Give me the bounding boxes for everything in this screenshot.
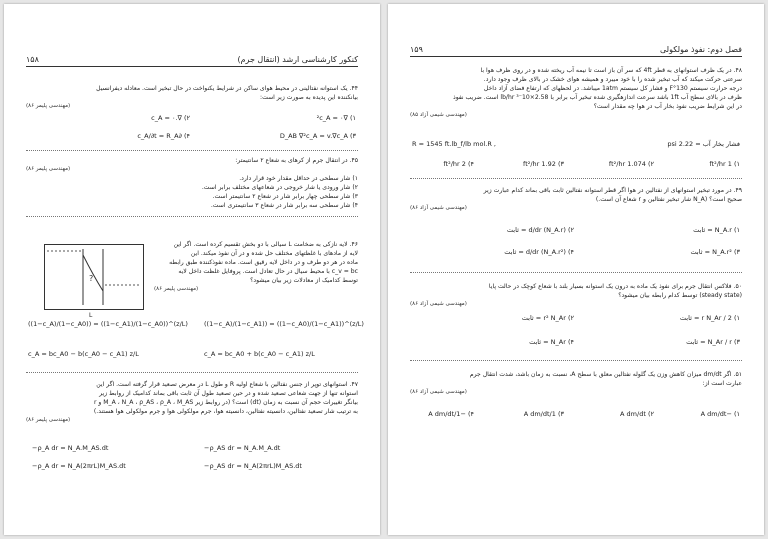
q49-source: (مهندسی شیمی آزاد ۸۶) [410,205,467,211]
question-47 [26,380,358,425]
layer-diagram-figure [45,245,143,309]
q46-source: (مهندسی پلیمر ۸۶) [154,286,199,292]
q48-option-2: ۲) 1.074 ft²/hr [608,160,654,168]
q46-option-1: ((1−c_A)/(1−c_A1)) = ((1−c_A0)/(1−c_A1))^(z/L) [204,320,364,328]
q50-option-2: ۲) r² N_Ar = ثابت [521,314,574,322]
q47-option-1: −ρ_AS dr = N_A.M_A.dt [204,444,281,452]
left-page [4,4,380,535]
q44-option-1: ۱) ∇²c_A = ۰ [316,114,356,122]
q47-option-2: −ρ_A dr = N_A.M_AS.dt [32,444,109,452]
q50-option-3: ۳) N_Ar / r = ثابت [686,338,740,346]
q49-line2: صحیح است؟ (N_A شار تبخیر نفتالین و r شعاع آن است.) [595,196,742,203]
divider [410,178,742,179]
left-header-title: کنکور کارشناسی ارشد (انتقال جرم) [237,55,358,64]
q48-given-vapor-pressure: فشار بخار آب = 2.22 psi [667,140,740,148]
question-51 [410,370,742,397]
question-44 [26,84,358,111]
q48-line5: در این شرایط ضریب نفوذ بخار آب در هوا چه مقدار است؟ [593,103,742,110]
q48-given-R: R = 1545 ft.lb_f/lb mol.R , [412,140,496,148]
left-page-number: ۱۵۸ [26,55,39,64]
divider [410,272,742,273]
q49-option-1: ۱) N_A.r = ثابت [693,226,740,234]
q44-line1: ۴۴. یک استوانه نفتالینی در محیط هوای ساکن در شرایط یکنواخت در حال تبخیر است. معادله دیفرانسیل [96,85,358,92]
q48-option-4: ۴) 2 ft²/hr [443,160,474,168]
q48-option-3: ۳) 1.92 ft²/hr [523,160,564,168]
q46-line1: ۴۶. لایه نازکی به ضخامت L سیالی با دو بخش تقسیم کرده است. اگر این [173,241,358,248]
question-48 [410,66,742,120]
q45-line1: ۴۵. در انتقال جرم از کرهای به شعاع ۲ سانتیمتر: [235,157,358,164]
left-page-header [26,52,358,67]
q46-option-4: c_A = bc_A0 − b(c_A0 − c_A1) z/L [28,350,139,358]
question-45 [26,156,358,210]
divider [410,360,742,361]
question-46 [154,240,358,294]
q46-option-3: c_A = bc_A0 + b(c_A0 − c_A1) z/L [204,350,315,358]
q46-line3: ماده در هر دو طرف و در داخل لایه رقیق است. ماده نفوذکننده طبق رابطه [169,259,358,266]
q45-option-4: ۴) شار سطحی سه برابر شار در شعاع ۳ سانتیمتری است. [210,202,358,209]
q47-line1: ۴۷. استوانهای توپر از جنس نفتالین با شعاع اولیه R و طول L در معرض تصعید قرار گرفته است. اگر این [96,381,358,388]
q46-option-2: ((1−c_A)/(1−c_A0)) = ((1−c_A1)/(1−c_A0))^(z/L) [28,320,188,328]
q47-option-3: −ρ_AS dr = N_A(2πrL)M_AS.dt [204,462,302,470]
q50-option-4: ۴) N_Ar = ثابت [529,338,574,346]
divider [26,150,358,151]
q48-source: (مهندسی شیمی آزاد ۸۵) [410,112,467,118]
svg-text:?: ? [89,274,94,283]
q49-option-4: ۴) d/dr (N_A.r²) = ثابت [504,248,574,256]
q45-option-2: ۲) شار ورودی یا شار خروجی در شعاعهای مختلف برابر است. [201,184,358,191]
q46-line4: c_v = bc با محیط سیال در حال تعادل است. پروفایل غلظت داخل لایه [178,268,358,275]
right-header-title: فصل دوم: نفوذ مولکولی [659,45,742,54]
q47-line3: بیانگر تغییرات حجم آن نسبت به زمان (dt) است؟ (در روابط زیر M_A ، N_A ، ρ_AS ، ρ_A ، M_AS و r [93,399,358,406]
q44-option-4: ۴) ∂c_A/∂t = R_A [137,132,190,140]
q49-option-3: ۳) N_A.r² = ثابت [690,248,740,256]
q48-line1: ۴۸. در یک ظرف استوانهای به قطر 4ft که سر آن باز است تا نیمه آب ریخته شده و در روی ظرف هوا با [480,67,742,74]
diagram-label-L: L [89,312,93,319]
q49-option-2: ۲) d/dr (N_A.r) = ثابت [506,226,574,234]
q51-option-3: ۳) 1/A dm/dt [523,410,564,418]
q44-option-2: ۲) ∇.c_A = ۰ [151,114,190,122]
q46-line2: لایه از مادهای با غلظتهای مختلف حل شده و در آن نفوذ میکند. این [190,250,358,257]
q51-line2: عبارت است از: [702,380,742,387]
layer-diagram [44,244,144,319]
q46-line5: توسط کدامیک از معادلات زیر بیان میشود؟ [250,277,358,284]
q51-line1: ۵۱. اگر dm/dt میزان کاهش وزن یک گلوله نفتالین معلق با سطح A، نسبت به زمان باشد، شدت انتقال جرم [469,371,742,378]
q45-option-1: ۱) شار سطحی در حداقل مقدار خود قرار دارد. [239,175,358,182]
q48-option-1: ۱) 1 ft²/hr [709,160,740,168]
q47-option-4: −ρ_A dr = N_A(2πrL)M_AS.dt [32,462,126,470]
q50-line1: ۵۰. فلاکس انتقال جرم برای نفوذ یک ماده به درون یک استوانه بسیار بلند با شعاع کوچک در حالت پایا [488,283,742,290]
q48-line4: ظرف در بالای سطح آب 1ft باشد سرعت اندازهگیری شده تبخیر آب برابر با 2.58×10⁻³ lb/hr است. ضریب نفوذ [452,94,742,101]
q47-line2: استوانه تنها از جهت شعاعی تصعید شده و در حین تصعید طول آن ثابت باقی بماند کدامیک از روابط زیر [99,390,358,397]
right-page [388,4,764,535]
q51-option-1: ۱) −A dm/dt [700,410,740,418]
question-49 [410,186,742,213]
question-50 [410,282,742,309]
q44-line2: بیانکننده این پدیده به صورت زیر است: [260,94,358,101]
q45-option-3: ۳) شار سطحی چهار برابر شار در شعاع ۲ سانتیمتر است. [212,193,358,200]
divider [26,372,358,373]
q51-option-4: ۴) −1/A dm/dt [428,410,474,418]
q51-source: (مهندسی شیمی آزاد ۸۶) [410,389,467,395]
q44-source: (مهندسی پلیمر ۸۶) [26,103,71,109]
q48-line2: سرعتی حرکت میکند که آب تبخیر شده را با خود میبرد و همیشه هوای خشک در بالای ظرف وجود دارد. [483,76,742,83]
right-page-number: ۱۵۹ [410,45,423,54]
q47-source: (مهندسی پلیمر ۸۶) [26,417,71,423]
q50-source: (مهندسی شیمی آزاد ۸۶) [410,301,467,307]
q47-line4: به ترتیب شار تصعید نفتالین، دانسیته نفتالین، دانسیته هوا، جرم مولکولی هوا و جرم مولکولی هوا هستند.) [93,408,358,415]
divider [26,216,358,217]
q51-option-2: ۲) A dm/dt [620,410,654,418]
q50-line2: (steady state) توسط کدام رابطه بیان میشود؟ [618,292,742,299]
q50-option-1: ۱) r N_Ar / 2 = ثابت [679,314,740,322]
q44-option-3: ۳) D_AB ∇²c_A = v.∇c_A [279,132,356,140]
q45-source: (مهندسی پلیمر ۸۶) [26,166,71,172]
q49-line1: ۴۹. در مورد تبخیر استوانهای از نفتالین در هوا اگر قطر استوانه نفتالین ثابت باقی بماند کدام عبارت زیر [483,187,742,194]
right-page-header [410,42,742,57]
q48-line3: درجه حرارت سیستم 130°F و فشار کل سیستم 1atm میباشد. در لحظهای که ارتفاع فضای آزاد داخل [483,85,742,92]
